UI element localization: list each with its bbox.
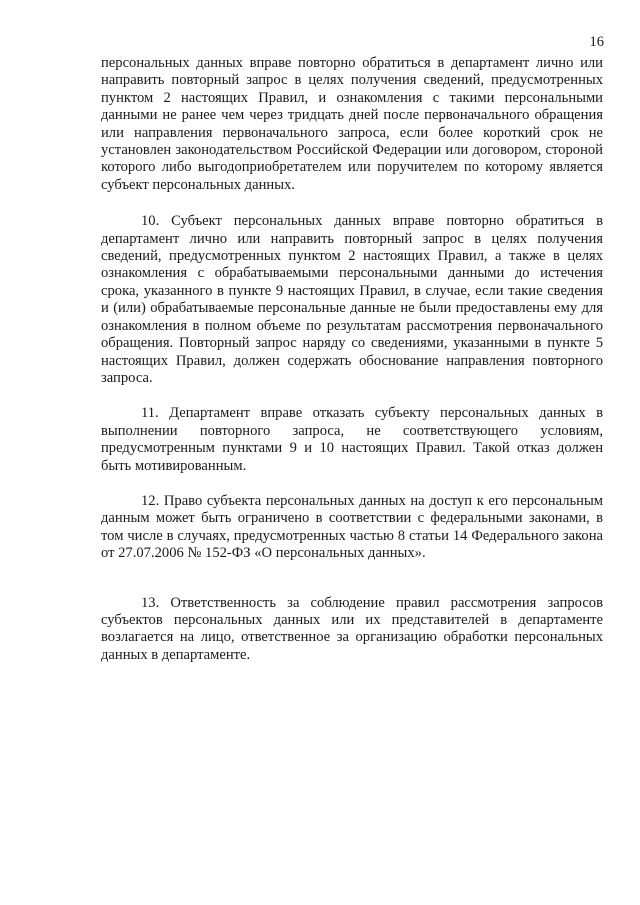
- document-body: [101, 55, 603, 664]
- paragraph-item-10: 10. Субъект персональных данных вправе повторно обратиться в департамент лично или направить повторный запрос в целях получения сведений, предусмотренных пунктом 2 настоящих Правил, а также в целях ознакомления с обрабатываемыми персональными данными до истечения срока, указанного в пункте 9 настоящих Правил, в случае, если такие сведения и (или) обрабатываемые персональные данные не были предоставлены ему для ознакомления в полном объеме по результатам рассмотрения первоначального обращения. Повторный запрос наряду со сведениями, указанными в пункте 5 настоящих Правил, должен содержать обоснование направления повторного запроса.: [101, 213, 603, 386]
- page-number: 16: [589, 34, 604, 50]
- paragraph-continuation: персональных данных вправе повторно обратиться в департамент лично или направить повторный запрос в целях получения сведений, предусмотренных пунктом 2 настоящих Правил, и ознакомления с такими персональными данными не ранее чем через тридцать дней после первоначального обращения или направления первоначального запроса, если более короткий срок не установлен законодательством Российской Федерации или договором, стороной которого либо выгодоприобретателем или поручителем по которому является субъект персональных данных.: [101, 55, 603, 193]
- paragraph-item-12: 12. Право субъекта персональных данных на доступ к его персональным данным может быть ограничено в соответствии с федеральными законами, в том числе в случаях, предусмотренных частью 8 статьи 14 Федерального закона от 27.07.2006 № 152-ФЗ «О персональных данных».: [101, 492, 603, 562]
- paragraph-item-11: 11. Департамент вправе отказать субъекту персональных данных в выполнении повторного запроса, не соответствующего условиям, предусмотренным пунктами 9 и 10 настоящих Правил. Такой отказ должен быть мотивированным.: [101, 405, 603, 474]
- paragraph-item-13: 13. Ответственность за соблюдение правил рассмотрения запросов субъектов персональных данных или их представителей в департаменте возлагается на лицо, ответственное за организацию обработки персональных данных в департаменте.: [101, 594, 603, 663]
